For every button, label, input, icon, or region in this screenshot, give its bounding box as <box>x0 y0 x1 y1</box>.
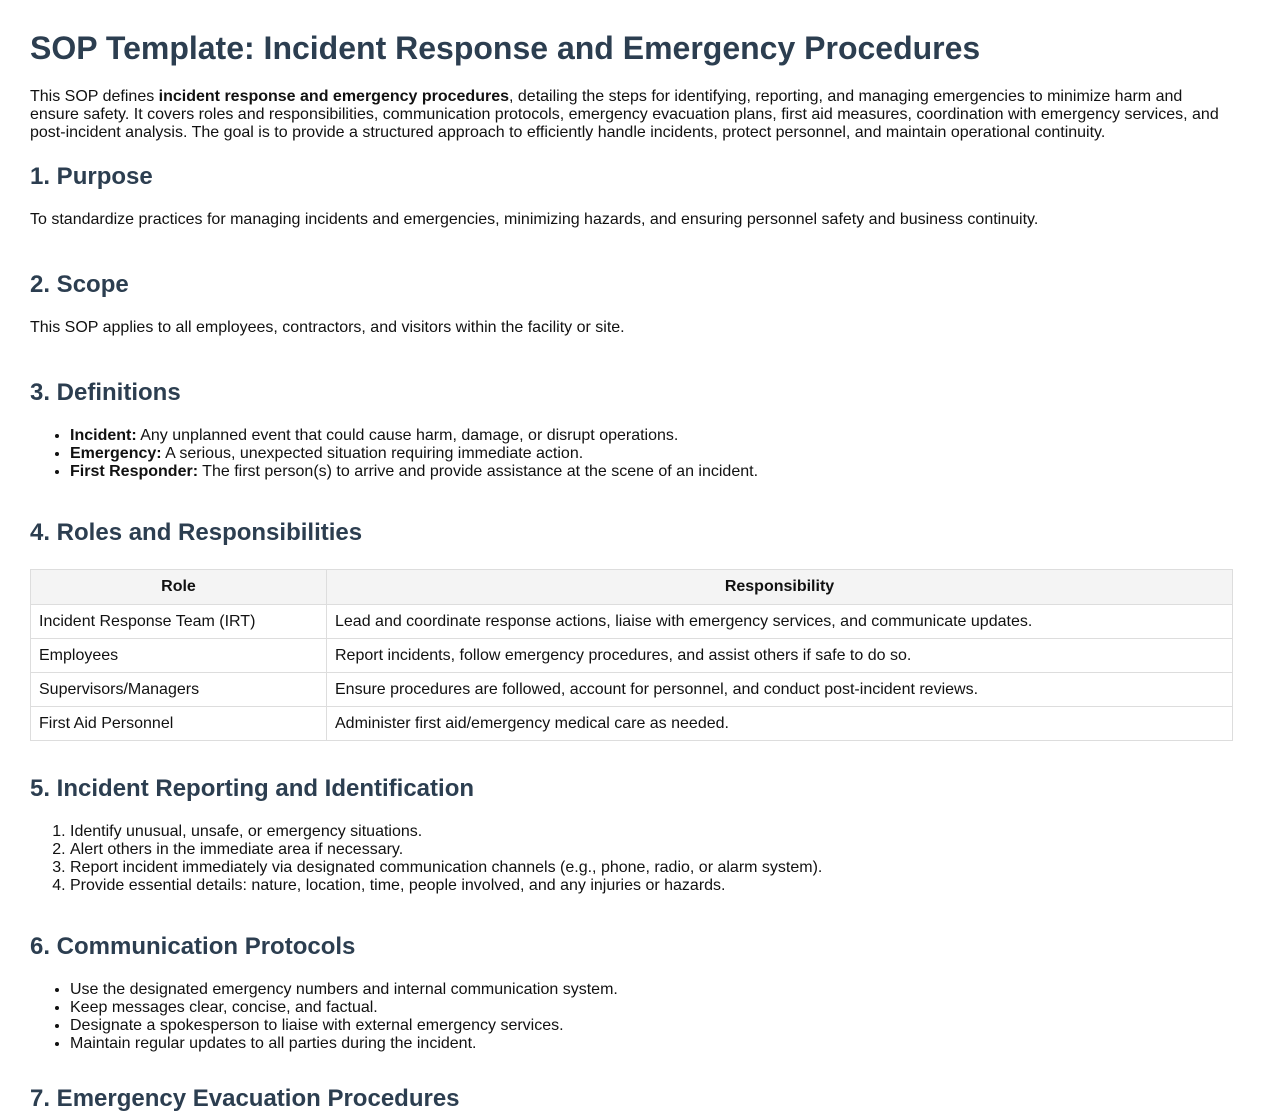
section-heading-communication: 6. Communication Protocols <box>30 933 356 960</box>
page-title: SOP Template: Incident Response and Emergency Procedures <box>30 30 981 66</box>
responsibility-cell: Lead and coordinate response actions, liaise with emergency services, and communicate updates. <box>327 605 1233 639</box>
list-item: 4. Provide essential details: nature, location, time, people involved, and any injuries or hazards. <box>70 877 1233 895</box>
definition-term: First Responder: <box>70 463 199 480</box>
definition-desc: A serious, unexpected situation requiring immediate action. <box>161 445 584 462</box>
communication-list <box>30 981 1233 1053</box>
responsibility-cell: Ensure procedures are followed, account for personnel, and conduct post-incident reviews. <box>327 673 1233 707</box>
section-heading-roles: 4. Roles and Responsibilities <box>30 519 363 546</box>
table-row <box>31 707 1233 741</box>
definition-item <box>70 427 1233 445</box>
definition-desc: The first person(s) to arrive and provide assistance at the scene of an incident. <box>198 463 759 480</box>
responsibility-cell: Report incidents, follow emergency procedures, and assist others if safe to do so. <box>327 639 1233 673</box>
section-heading-definitions: 3. Definitions <box>30 379 181 406</box>
scope-text: This SOP applies to all employees, contractors, and visitors within the facility or site. <box>30 319 625 336</box>
definitions-list <box>30 427 1233 481</box>
section-heading-reporting: 5. Incident Reporting and Identification <box>30 775 475 802</box>
definition-term: Emergency: <box>70 445 162 462</box>
reporting-steps-list <box>30 823 1233 895</box>
role-cell: Incident Response Team (IRT) <box>31 605 327 639</box>
list-item: • Designate a spokesperson to liaise with external emergency services. <box>70 1017 1233 1035</box>
definition-desc: Any unplanned event that could cause harm, damage, or disrupt operations. <box>136 427 679 444</box>
column-header-role: Role <box>31 570 327 605</box>
intro-text-after: , detailing the steps for identifying, reporting, and managing emergencies to minimize harm and ensure safety. It covers roles and responsibilities, communication protocols, emergency evacuation plans, first aid measures, coordination with emergency services, and post-incident analysis. The goal is to provide a structured approach to efficiently handle incidents, protect personnel, and maintain operational continuity. <box>30 88 1219 141</box>
roles-table <box>30 569 1233 741</box>
responsibility-cell: Administer first aid/emergency medical care as needed. <box>327 707 1233 741</box>
section-heading-purpose: 1. Purpose <box>30 163 153 190</box>
role-cell: First Aid Personnel <box>31 707 327 741</box>
list-item: 3. Report incident immediately via designated communication channels (e.g., phone, radio, or alarm system). <box>70 859 1233 877</box>
list-item: 2. Alert others in the immediate area if necessary. <box>70 841 1233 859</box>
role-cell: Supervisors/Managers <box>31 673 327 707</box>
list-item: • Maintain regular updates to all parties during the incident. <box>70 1035 1233 1053</box>
role-cell: Employees <box>31 639 327 673</box>
purpose-text: To standardize practices for managing incidents and emergencies, minimizing hazards, and ensuring personnel safety and business continuity. <box>30 211 1039 228</box>
intro-text-before: This SOP defines <box>30 88 159 105</box>
section-heading-scope: 2. Scope <box>30 271 129 298</box>
list-item: • Use the designated emergency numbers and internal communication system. <box>70 981 1233 999</box>
definition-item <box>70 463 1233 481</box>
definition-item <box>70 445 1233 463</box>
list-item: 1. Identify unusual, unsafe, or emergency situations. <box>70 823 1233 841</box>
intro-paragraph <box>30 88 1233 142</box>
column-header-responsibility: Responsibility <box>327 570 1233 605</box>
table-row <box>31 673 1233 707</box>
section-heading-evacuation: 7. Emergency Evacuation Procedures <box>30 1085 460 1112</box>
list-item: • Keep messages clear, concise, and factual. <box>70 999 1233 1017</box>
table-header-row <box>31 570 1233 605</box>
table-row <box>31 639 1233 673</box>
intro-text-bold: incident response and emergency procedures <box>158 88 509 105</box>
table-row <box>31 605 1233 639</box>
definition-term: Incident: <box>70 427 137 444</box>
